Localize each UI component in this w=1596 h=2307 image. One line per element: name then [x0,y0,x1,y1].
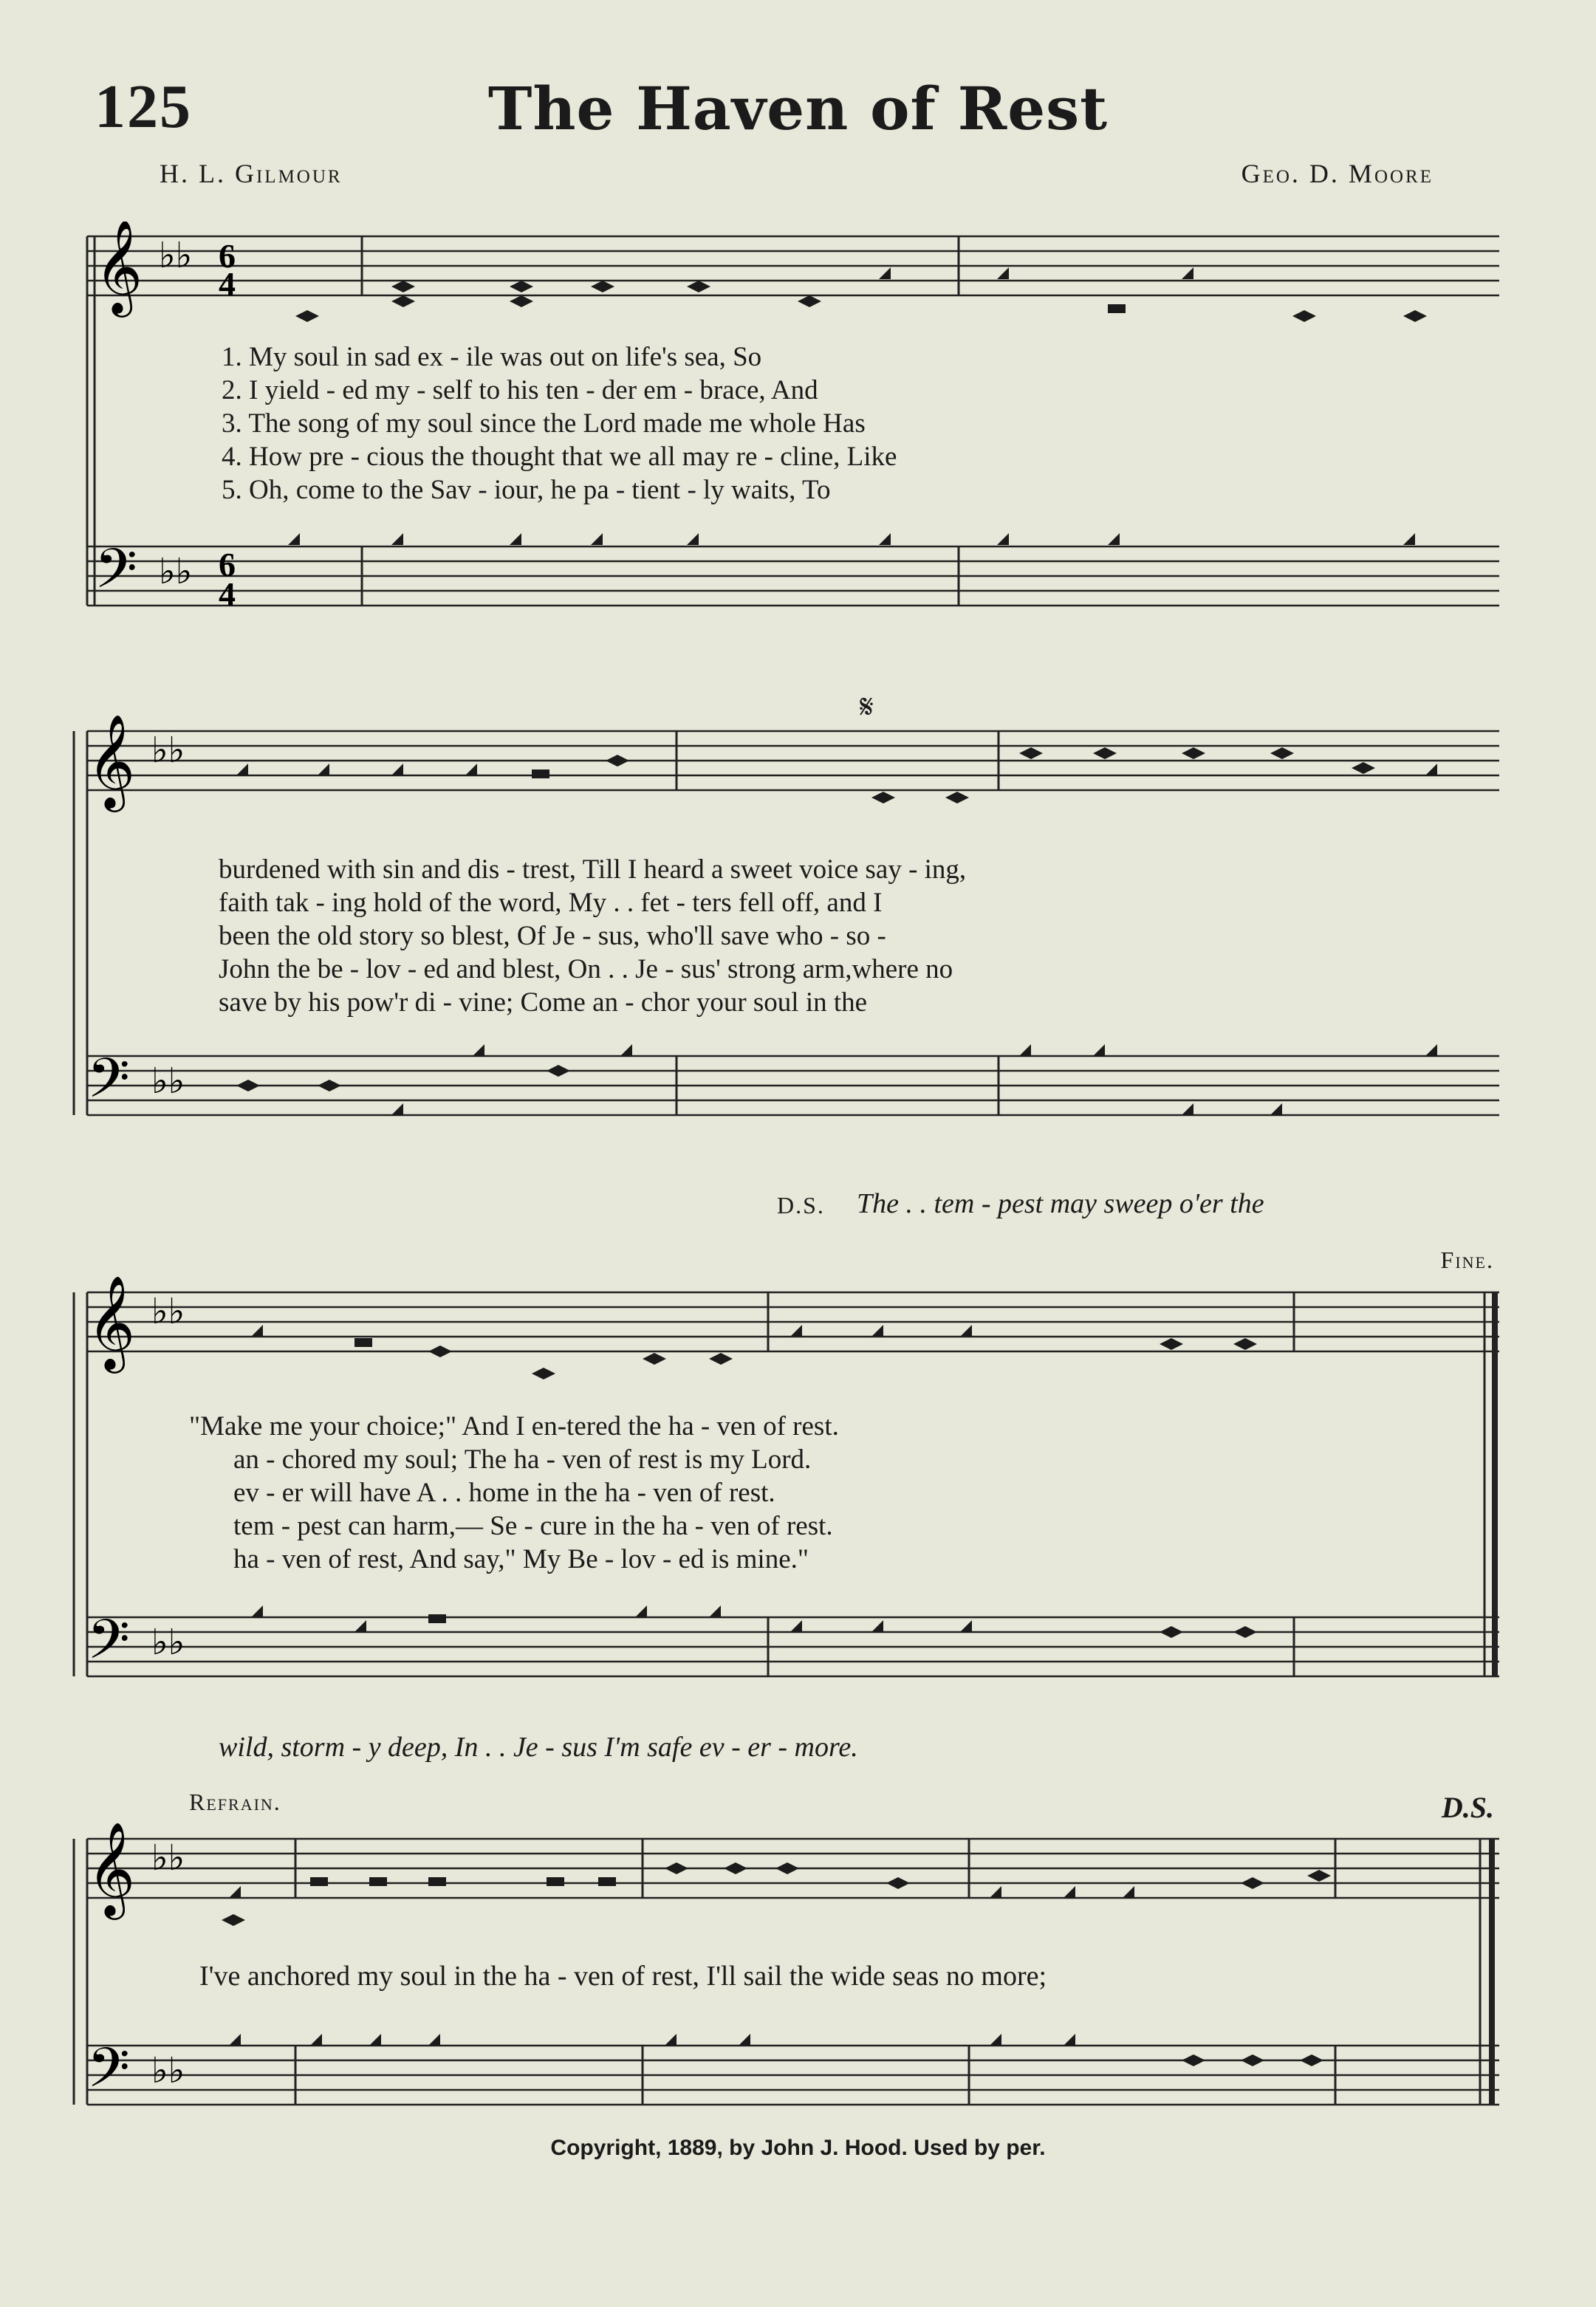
key-signature-bass: ♭♭ [151,1623,185,1662]
verse-line: an - chored my soul; The ha - ven of rest is my Lord. [233,1444,812,1475]
refrain-label: Refrain. [189,1789,281,1815]
verse-line: 2. I yield - ed my - self to his ten - der em - brace, And [222,375,818,405]
bass-staff [87,1056,1499,1115]
verse-line: tem - pest can harm,— Se - cure in the ha - ven of rest. [233,1511,833,1541]
ds-end-label: D.S. [1441,1791,1494,1824]
key-signature-treble: ♭♭ [151,731,185,770]
segno-icon: 𝄋 [860,689,875,725]
time-signature-bass: 6 [219,546,236,583]
fine-label: Fine. [1440,1247,1494,1273]
key-signature-bass: ♭♭ [159,552,193,592]
hymn-number: 125 [95,72,192,141]
hymn-title: The Haven of Rest [487,74,1109,143]
time-signature-treble-bottom: 4 [219,265,236,303]
verse-line: 3. The song of my soul since the Lord made me whole Has [222,408,866,439]
bass-staff [87,2046,1499,2105]
verse-line: "Make me your choice;" And I en-tered the ha - ven of rest. [189,1411,839,1442]
bass-clef-icon: 𝄢 [87,2036,130,2114]
verse-line: burdened with sin and dis - trest, Till I heard a sweet voice say - ing, [219,854,967,885]
key-signature-treble: ♭♭ [151,1839,185,1878]
key-signature-treble: ♭♭ [151,1292,185,1331]
treble-staff [87,236,1499,295]
bass-staff [87,546,1499,606]
refrain-lyric-line: I've anchored my soul in the ha - ven of rest, I'll sail the wide seas no more; [199,1961,1047,1992]
treble-staff [87,731,1499,790]
verse-line: ha - ven of rest, And say," My Be - lov - ed is mine." [233,1544,809,1574]
ds-lyric-line: The . . tem - pest may sweep o'er the [857,1188,1264,1219]
verse-line: been the old story so blest, Of Je - sus, who'll save who - so - [219,921,886,951]
bass-clef-icon: 𝄢 [95,537,137,614]
ds-label: D.S. [777,1192,825,1218]
verse-line: 5. Oh, come to the Sav - iour, he pa - tient - ly waits, To [222,475,831,505]
time-signature-bass-bottom: 4 [219,575,236,613]
bass-staff [87,1617,1499,1676]
ds-lyric-line: wild, storm - y deep, In . . Je - sus I'm safe ev - er - more. [219,1732,858,1763]
treble-clef-icon: 𝄞 [87,1275,136,1369]
verse-line: 4. How pre - cious the thought that we all may re - cline, Like [222,442,897,472]
time-signature-treble: 6 [219,237,236,275]
verse-line: save by his pow'r di - vine; Come an - chor your soul in the [219,987,868,1018]
copyright-notice: Copyright, 1889, by John J. Hood. Used by per. [550,2136,1046,2160]
verse-line: 1. My soul in sad ex - ile was out on life's sea, So [222,342,762,372]
music-credit: Geo. D. Moore [1241,159,1434,188]
key-signature-bass: ♭♭ [151,2051,185,2091]
treble-clef-icon: 𝄞 [95,222,143,313]
key-signature-bass: ♭♭ [151,1062,185,1101]
verse-line: ev - er will have A . . home in the ha - ven of rest. [233,1478,775,1508]
verse-line: faith tak - ing hold of the word, My . . fet - ters fell off, and I [219,888,883,918]
bass-clef-icon: 𝄢 [87,1608,130,1685]
treble-staff [87,1292,1499,1351]
verse-line: John the be - lov - ed and blest, On . . Je - sus' strong arm,where no [219,954,953,984]
bass-clef-icon: 𝄢 [87,1046,130,1124]
words-credit: H. L. Gilmour [160,159,343,188]
treble-clef-icon: 𝄞 [87,713,136,808]
treble-clef-icon: 𝄞 [87,1821,136,1916]
key-signature-treble: ♭♭ [159,236,193,275]
